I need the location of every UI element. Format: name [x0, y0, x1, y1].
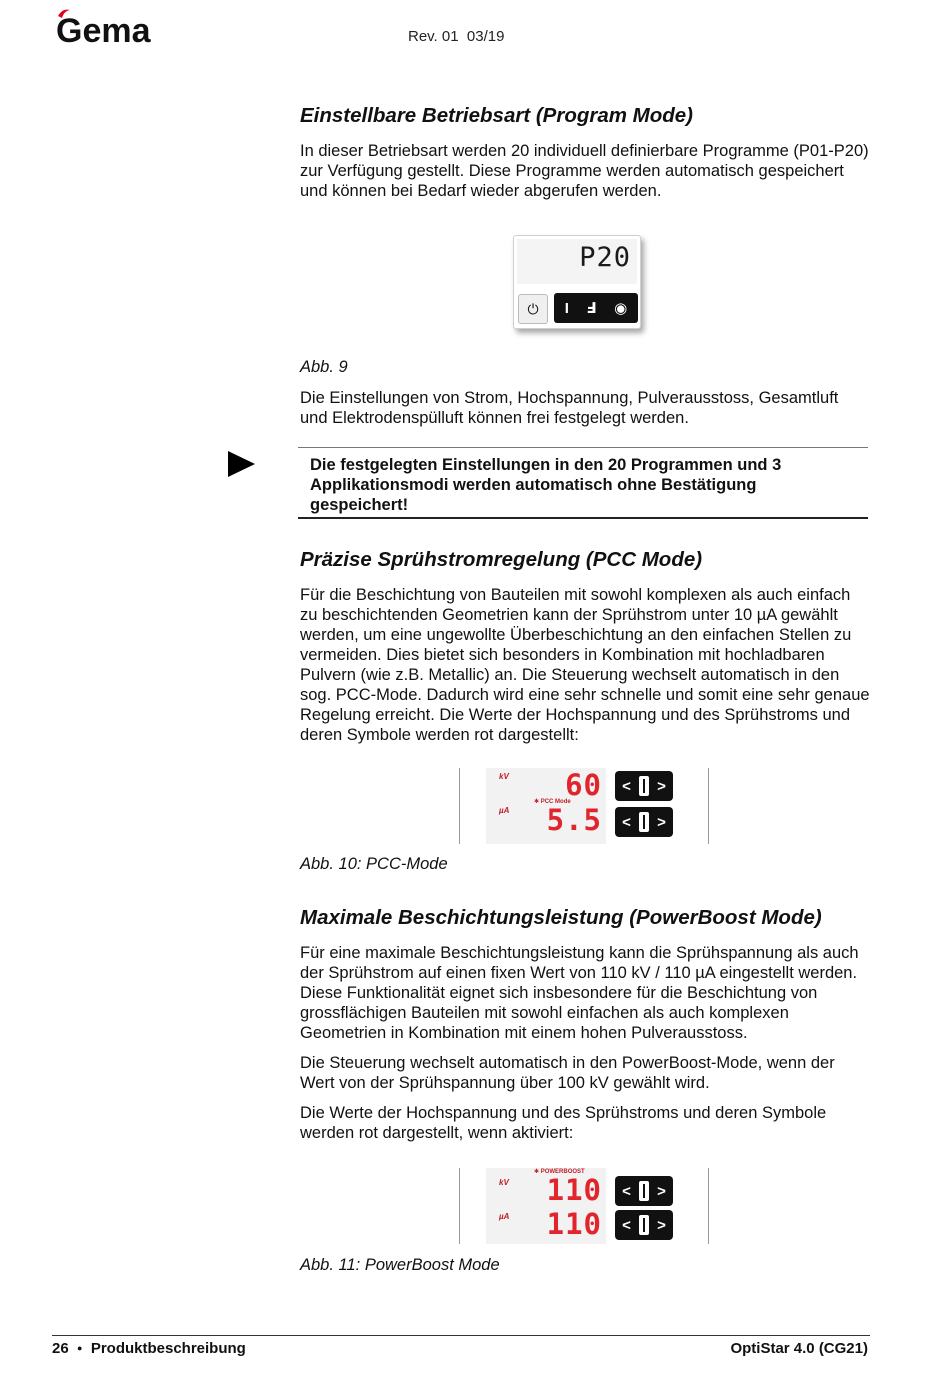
section-title-powerboost: Maximale Beschichtungsleistung (PowerBoost Mode)	[300, 906, 822, 929]
pcc-screen	[486, 768, 606, 844]
mode-button-bar	[554, 293, 638, 323]
footer-divider	[52, 1335, 870, 1336]
powerboost-screen	[486, 1168, 606, 1244]
pcc-display-figure	[459, 768, 709, 844]
mode-symbol-3: ◉	[614, 300, 628, 317]
powerboost-paragraph-2: Die Steuerung wechselt automatisch in den PowerBoost-Mode, wenn der Wert von der Sprühspannung über 100 kV gewählt wird.	[300, 1054, 835, 1092]
revision-label: Rev. 01 03/19	[408, 28, 505, 45]
slider-icon	[639, 776, 649, 796]
warning-arrow-icon	[228, 451, 255, 477]
power-icon: ⏻	[518, 294, 548, 324]
caption-abb9: Abb. 9	[300, 358, 348, 376]
device-display-figure	[513, 235, 641, 329]
unit-ua-label: µA	[499, 806, 510, 815]
increase-icon: >	[657, 1182, 666, 1200]
settings-paragraph: Die Einstellungen von Strom, Hochspannung, Pulverausstoss, Gesamtluft und Elektrodenspülluft können frei festgelegt werden.	[300, 389, 839, 427]
powerboost-paragraph-1: Für eine maximale Beschichtungsleistung kann die Sprühspannung als auch der Sprühstrom auf einen fixen Wert von 110 kV / 110 µA eingestellt werden. Diese Funktionalität eignet sich insbesondere für die Beschichtung von grossflächigen Bauteilen mit sowohl einfachen als auch komplexen Geometrien in Kombination mit einem hohen Pulverausstoss.	[300, 944, 859, 1042]
increase-icon: >	[657, 813, 666, 831]
footer-section: Produktbeschreibung	[90, 1340, 246, 1357]
ua-value-display: 5.5	[546, 803, 602, 837]
mode-symbol-1: I	[564, 299, 569, 317]
slider-icon	[639, 1215, 649, 1235]
kv-value-display: 110	[546, 1173, 602, 1207]
gema-logo	[54, 6, 164, 46]
increase-icon: >	[657, 777, 666, 795]
section-title-program: Einstellbare Betriebsart (Program Mode)	[300, 104, 694, 127]
powerboost-mode-tag: ✱ POWERBOOST	[534, 1169, 585, 1175]
warning-box	[298, 447, 868, 519]
bullet-icon: ●	[77, 1343, 83, 1353]
pcc-paragraph: Für die Beschichtung von Bauteilen mit sowohl komplexen als auch einfach zu beschichtenden Geometrien kann der Sprühstrom unter 10 µA gewählt werden, um eine ungewollte Überbeschichtung an den einfachen Stellen zu vermeiden. Dies bietet sich besonders in Kombination mit hochladbaren Pulvern (wie z.B. Metallic) an. Die Steuerung wechselt automatisch in den sog. PCC-Mode. Dadurch wird eine sehr schnelle und somit eine sehr genaue Regelung erreicht. Die Werte der Hochspannung und des Sprühstroms und deren Symbole werden rot dargestellt:	[300, 586, 870, 744]
pcc-mode-tag: ✱ PCC Mode	[534, 799, 571, 805]
logo-text: Gema	[56, 12, 151, 46]
device-screen	[517, 239, 637, 284]
footer-product: OptiStar 4.0 (CG21)	[730, 1340, 868, 1357]
ua-adjust-buttons	[615, 1210, 673, 1240]
powerboost-paragraph-3: Die Werte der Hochspannung und des Sprühstroms und deren Symbole werden rot dargestellt, wenn aktiviert:	[300, 1104, 827, 1142]
decrease-icon: <	[622, 813, 631, 831]
program-paragraph: In dieser Betriebsart werden 20 individuell definierbare Programme (P01-P20) zur Verfügung gestellt. Diese Programme werden automatisch gespeichert und können bei Bedarf wieder abgerufen werden.	[300, 142, 869, 200]
decrease-icon: <	[622, 777, 631, 795]
warning-text: Die festgelegten Einstellungen in den 20 Programmen und 3 Applikationsmodi werden automatisch ohne Bestätigung gespeichert!	[310, 456, 782, 514]
footer-left	[52, 1340, 246, 1357]
section-title-pcc: Präzise Sprühstromregelung (PCC Mode)	[300, 548, 703, 571]
ua-value-display: 110	[546, 1207, 602, 1241]
increase-icon: >	[657, 1216, 666, 1234]
page-number: 26	[52, 1340, 69, 1357]
unit-kv-label: kV	[499, 772, 509, 781]
kv-adjust-buttons	[615, 771, 673, 801]
powerboost-display-figure	[459, 1168, 709, 1244]
caption-abb10: Abb. 10: PCC-Mode	[300, 855, 448, 873]
caption-abb11: Abb. 11: PowerBoost Mode	[300, 1256, 500, 1274]
decrease-icon: <	[622, 1182, 631, 1200]
unit-kv-label: kV	[499, 1178, 509, 1187]
kv-adjust-buttons	[615, 1176, 673, 1206]
slider-icon	[639, 812, 649, 832]
kv-value-display: 60	[565, 768, 602, 802]
ua-adjust-buttons	[615, 807, 673, 837]
unit-ua-label: µA	[499, 1212, 510, 1221]
program-number-display: P20	[579, 242, 631, 273]
decrease-icon: <	[622, 1216, 631, 1234]
slider-icon	[639, 1181, 649, 1201]
mode-symbol-2: Ⅎ	[586, 300, 597, 317]
